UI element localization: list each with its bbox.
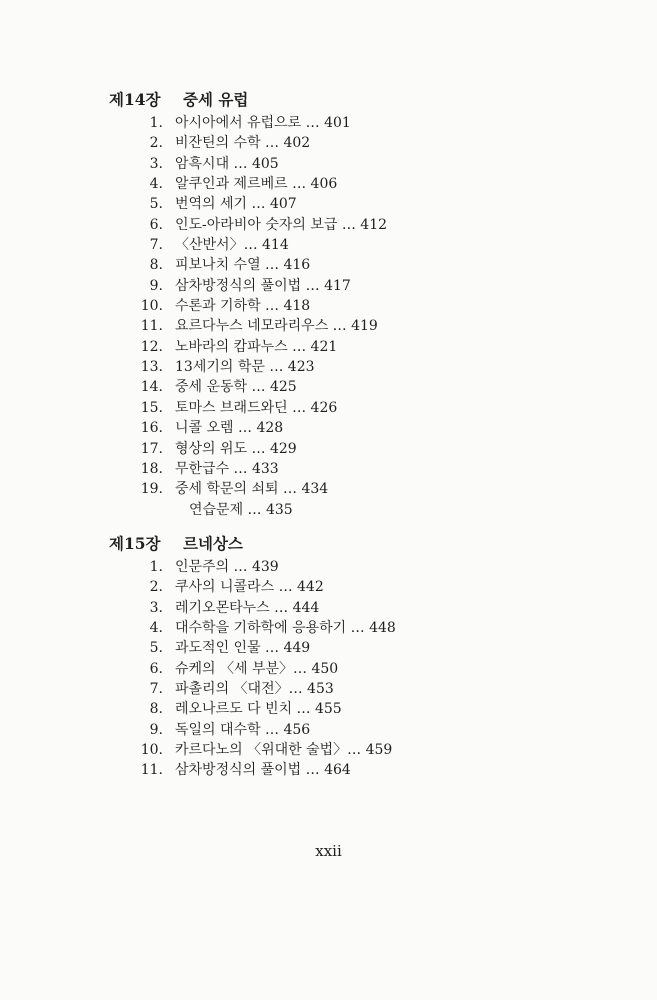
entry-number: 6.: [149, 216, 163, 233]
entry-text: 수론과 기하학 … 418: [175, 298, 311, 315]
entry-text: 레기오몬타누스 … 444: [175, 599, 320, 616]
entry-text: 대수학을 기하학에 응용하기 … 448: [175, 620, 396, 637]
practice-problems-entry: 연습문제 … 435: [189, 501, 293, 518]
entry-text: 요르다누스 네모라리우스 … 419: [175, 318, 378, 335]
entry-text: 파촐리의 〈대전〉… 453: [175, 681, 334, 698]
toc-entry: [109, 576, 396, 596]
entry-number: 4.: [149, 176, 163, 193]
entry-number: 7.: [149, 237, 163, 254]
entry-number: 9.: [149, 277, 163, 294]
toc-entry: [109, 214, 387, 234]
entry-text: 쿠사의 니콜라스 … 442: [175, 579, 324, 596]
entry-number: 13.: [140, 359, 163, 376]
entry-number: 18.: [140, 460, 163, 477]
toc-entry: [109, 719, 396, 739]
entry-number: 4.: [149, 620, 163, 637]
chapter-title: 르네상스: [183, 534, 243, 553]
entry-text: 형상의 위도 … 429: [175, 440, 297, 457]
entry-text: 번역의 세기 … 407: [175, 196, 297, 213]
entry-text: 과도적인 인물 … 449: [175, 640, 311, 657]
entry-text: 레오나르도 다 빈치 … 455: [175, 701, 342, 718]
toc-entry-list: [109, 112, 387, 519]
entry-number: 5.: [149, 640, 163, 657]
entry-number: 16.: [140, 420, 163, 437]
entry-number: 10.: [140, 298, 163, 315]
toc-entry: [109, 132, 387, 152]
entry-number: 11.: [140, 762, 163, 779]
toc-entry: [109, 478, 387, 498]
entry-number: 8.: [149, 257, 163, 274]
toc-entry: [109, 658, 396, 678]
toc-entry: [109, 153, 387, 173]
entry-text: 토마스 브래드와딘 … 426: [175, 399, 338, 416]
toc-entry: [109, 678, 396, 698]
toc-entry: [109, 356, 387, 376]
entry-number: 3.: [149, 599, 163, 616]
entry-number: 8.: [149, 701, 163, 718]
toc-entry: [109, 234, 387, 254]
entry-text: 카르다노의 〈위대한 술법〉… 459: [175, 742, 393, 759]
entry-text: 중세 학문의 쇠퇴 … 434: [175, 481, 329, 498]
chapter-14: [109, 88, 387, 519]
toc-entry: [109, 698, 396, 718]
chapter-heading: [109, 532, 396, 554]
entry-text: 삼차방정식의 풀이법 … 417: [175, 277, 351, 294]
entry-text: 피보나치 수열 … 416: [175, 257, 311, 274]
toc-entry: [109, 597, 396, 617]
entry-number: 7.: [149, 681, 163, 698]
toc-entry: [109, 397, 387, 417]
page-number: xxii: [315, 842, 342, 860]
toc-entry: [109, 417, 387, 437]
entry-number: 2.: [149, 579, 163, 596]
entry-text: 〈산반서〉… 414: [175, 237, 289, 254]
entry-number: 1.: [149, 559, 163, 575]
entry-number: 17.: [140, 440, 163, 457]
entry-text: 아시아에서 유럽으로 … 401: [175, 115, 351, 131]
toc-entry: [109, 112, 387, 132]
entry-number: 15.: [140, 399, 163, 416]
entry-number: 11.: [140, 318, 163, 335]
entry-text: 니콜 오렘 … 428: [175, 420, 284, 437]
toc-entry: [109, 637, 396, 657]
toc-entry: [109, 458, 387, 478]
entry-text: 인도-아라비아 숫자의 보급 … 412: [175, 216, 388, 233]
entry-text: 암흑시대 … 405: [175, 155, 279, 172]
toc-entry: [109, 315, 387, 335]
entry-text: 삼차방정식의 풀이법 … 464: [175, 762, 351, 779]
toc-entry: [109, 295, 387, 315]
entry-text: 독일의 대수학 … 456: [175, 721, 311, 738]
entry-number: 19.: [140, 481, 163, 498]
toc-entry: [109, 336, 387, 356]
entry-text: 알쿠인과 제르베르 … 406: [175, 176, 338, 193]
toc-entry: [109, 617, 396, 637]
chapter-number: 제15장: [109, 534, 161, 553]
chapter-heading: [109, 88, 387, 110]
toc-entry: [109, 193, 387, 213]
entry-number: 1.: [149, 115, 163, 131]
entry-number: 12.: [140, 338, 163, 355]
chapter-number: 제14장: [109, 90, 161, 109]
chapter-title: 중세 유럽: [183, 90, 249, 109]
entry-text: 비잔틴의 수학 … 402: [175, 135, 311, 152]
entry-number: 2.: [149, 135, 163, 152]
toc-entry-list: [109, 556, 396, 780]
entry-text: 중세 운동학 … 425: [175, 379, 297, 396]
entry-text: 노바라의 캄파누스 … 421: [175, 338, 338, 355]
entry-number: 10.: [140, 742, 163, 759]
entry-number: 5.: [149, 196, 163, 213]
toc-entry: [109, 759, 396, 779]
entry-text: 슈케의 〈세 부분〉… 450: [175, 660, 339, 677]
entry-number: 14.: [140, 379, 163, 396]
entry-text: 인문주의 … 439: [175, 559, 279, 575]
toc-entry: [109, 556, 396, 576]
entry-number: 9.: [149, 721, 163, 738]
chapter-15: [109, 532, 396, 780]
toc-entry: [109, 739, 396, 759]
toc-entry: [109, 275, 387, 295]
entry-number: 6.: [149, 660, 163, 677]
entry-text: 무한급수 … 433: [175, 460, 279, 477]
toc-entry: [109, 438, 387, 458]
toc-entry: [109, 173, 387, 193]
entry-number: 3.: [149, 155, 163, 172]
toc-entry: [109, 254, 387, 274]
entry-text: 13세기의 학문 … 423: [175, 359, 315, 376]
toc-entry: [109, 376, 387, 396]
